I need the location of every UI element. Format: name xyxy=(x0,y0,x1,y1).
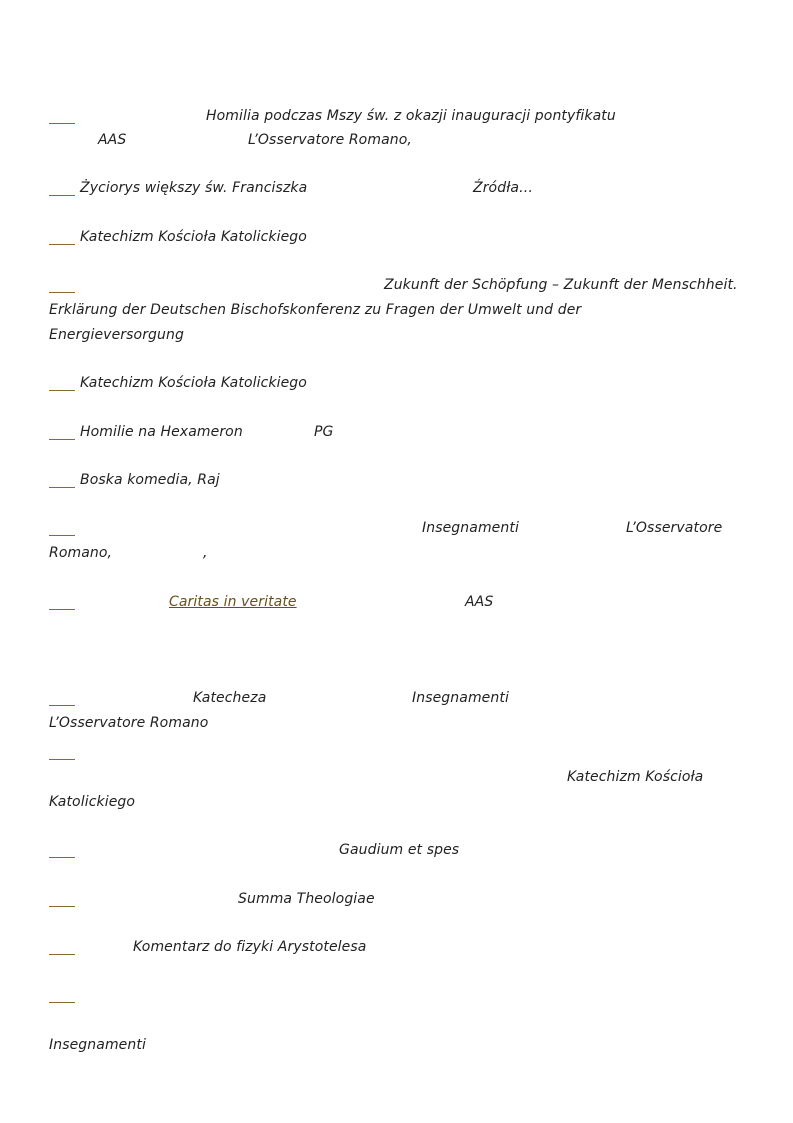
footnote-rule xyxy=(49,609,75,610)
footnote-rule xyxy=(49,954,75,955)
footnote-text: AAS xyxy=(465,594,494,610)
footnote-text: Homilie na Hexameron xyxy=(80,424,243,440)
footnote-text: PG xyxy=(314,424,334,440)
footnote-text: Źródła… xyxy=(473,180,534,196)
footnote-rule xyxy=(49,195,75,196)
footnote-text: Katechizm Kościoła Katolickiego xyxy=(80,229,307,245)
footnote-text: Energieversorgung xyxy=(49,327,184,343)
caritas-in-veritate-link[interactable]: Caritas in veritate xyxy=(169,594,297,610)
footnote-rule xyxy=(49,535,75,536)
footnote-text: L’Osservatore Romano xyxy=(49,715,209,731)
footnote-rule xyxy=(49,390,75,391)
footnote-text: Summa Theologiae xyxy=(238,891,375,907)
footnote-rule xyxy=(49,1002,75,1003)
footnote-rule xyxy=(49,906,75,907)
footnote-text: L’Osservatore Romano, xyxy=(248,132,412,148)
footnote-text: Komentarz do fizyki Arystotelesa xyxy=(133,939,367,955)
footnote-text: Boska komedia, Raj xyxy=(80,472,220,488)
footnote-rule xyxy=(49,705,75,706)
footnote-text: Katecheza xyxy=(193,690,267,706)
footnote-text: Insegnamenti xyxy=(412,690,509,706)
footnote-text: Katechizm Kościoła Katolickiego xyxy=(80,375,307,391)
footnote-rule xyxy=(49,759,75,760)
footnote-text: Insegnamenti xyxy=(422,520,519,536)
footnote-text: Gaudium et spes xyxy=(339,842,460,858)
footnote-text: Romano, xyxy=(49,545,113,561)
footnote-text: Zukunft der Schöpfung – Zukunft der Menschheit. xyxy=(384,277,738,293)
footnote-text: Życiorys większy św. Franciszka xyxy=(80,180,308,196)
footnote-rule xyxy=(49,292,75,293)
footnote-rule xyxy=(49,487,75,488)
footnote-text: Homilia podczas Mszy św. z okazji inauguracji pontyfikatu xyxy=(206,108,616,124)
footnote-rule xyxy=(49,123,75,124)
footnote-text: , xyxy=(203,545,208,561)
footnote-text: Katechizm Kościoła xyxy=(567,769,704,785)
footnote-text: Erklärung der Deutschen Bischofskonferenz zu Fragen der Umwelt und der xyxy=(49,302,582,318)
footnote-text: AAS xyxy=(98,132,127,148)
footnote-text: Insegnamenti xyxy=(49,1037,146,1053)
footnote-rule xyxy=(49,244,75,245)
footnote-text: L’Osservatore xyxy=(626,520,723,536)
footnote-rule xyxy=(49,857,75,858)
footnote-text: Katolickiego xyxy=(49,794,136,810)
footnote-rule xyxy=(49,439,75,440)
